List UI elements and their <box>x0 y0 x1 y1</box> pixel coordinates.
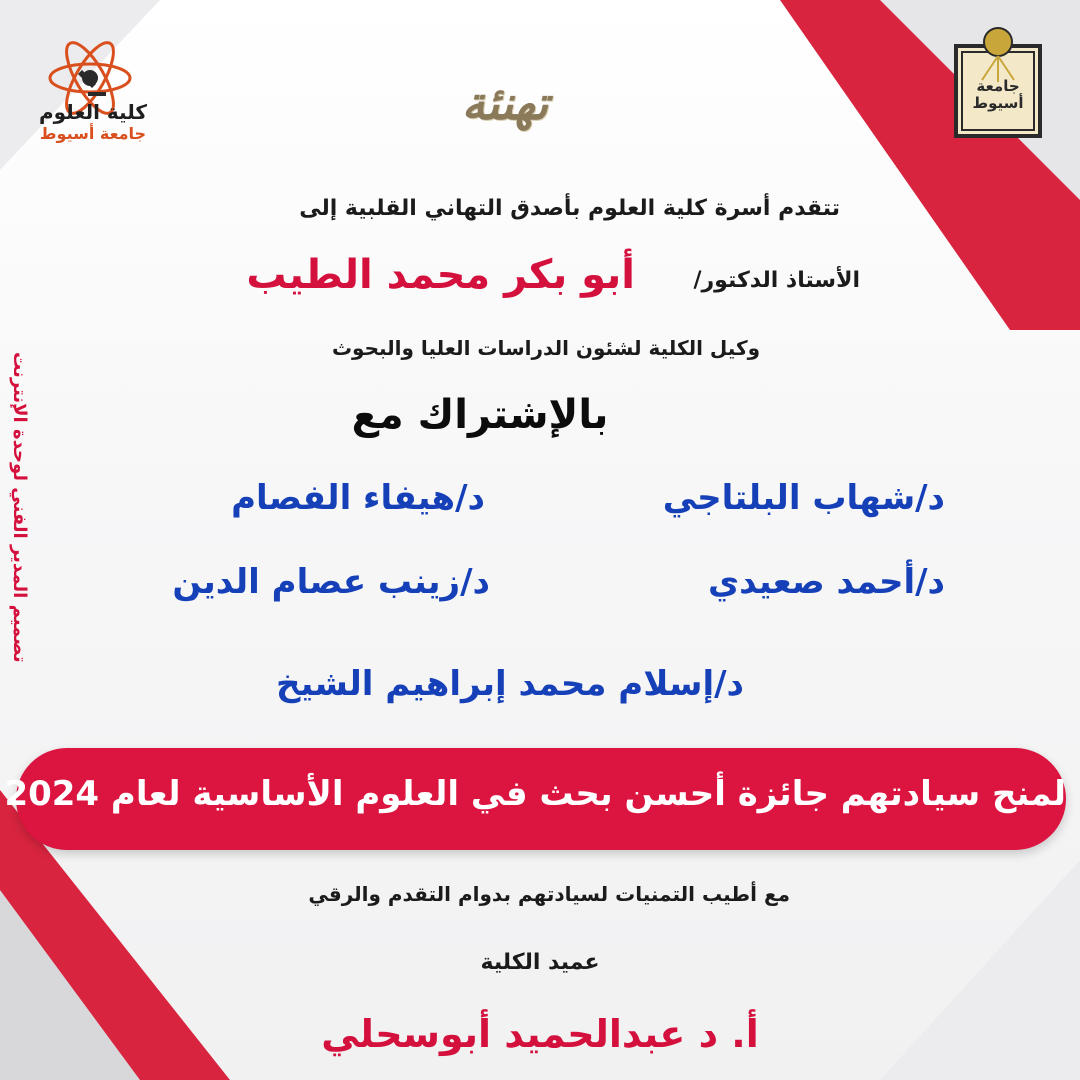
member-name: د/أحمد صعيدي <box>707 562 945 602</box>
designer-credit <box>0 352 30 702</box>
greeting-heading: تهنئة <box>461 76 549 130</box>
dean-title: عميد الكلية <box>480 950 600 975</box>
intro-text: تتقدم أسرة كلية العلوم بأصدق التهاني القلبية إلى <box>299 196 840 221</box>
award-text: لمنح سيادتهم جائزة أحسن بحث في العلوم الأساسية لعام 2024 <box>4 774 1066 814</box>
member-name: د/زينب عصام الدين <box>172 562 490 602</box>
professor-role: وكيل الكلية لشئون الدراسات العليا والبحوث <box>331 336 760 360</box>
wishes-text: مع أطيب التمنيات لسيادتهم بدوام التقدم والرقي <box>308 882 790 906</box>
designer-credit-text: تصميم المدير الفني لوحدة الإنترنت <box>9 352 30 663</box>
faculty-university-text: جامعة أسيوط <box>39 124 147 143</box>
faculty-name-text: كلية العلوم <box>38 100 148 124</box>
member-name: د/هيفاء الفصام <box>231 478 485 518</box>
professor-title: الأستاذ الدكتور/ <box>693 268 860 293</box>
dean-name: أ. د عبدالحميد أبوسحلي <box>321 1012 759 1056</box>
university-emblem-text: جامعة أسيوط <box>972 77 1024 112</box>
member-name: د/إسلام محمد إبراهيم الشيخ <box>276 664 744 704</box>
professor-name: أبو بكر محمد الطيب <box>246 252 635 298</box>
partnership-heading: بالإشتراك مع <box>351 392 609 438</box>
member-name: د/شهاب البلتاجي <box>662 478 945 518</box>
sun-icon <box>984 28 1012 56</box>
bottom-right-gray-shape <box>880 860 1080 1080</box>
